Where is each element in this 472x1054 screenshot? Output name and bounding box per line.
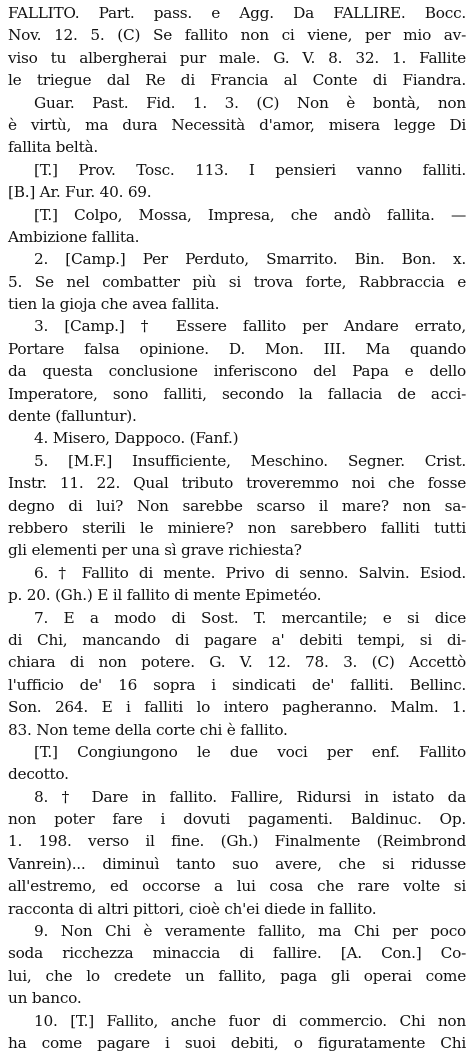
entry-line: 9. Non Chi è veramente fallito, ma Chi per poco: [34, 922, 466, 941]
entry-line: non poter fare i dovuti pagamenti. Baldinuc. Op.: [8, 810, 466, 829]
entry-line: 8. † Dare in fallito. Fallire, Ridursi in istato da: [34, 787, 466, 806]
entry-line: [B.] Ar. Fur. 40. 69.: [8, 183, 152, 202]
entry-line: 7. E a modo di Sost. T. mercantile; e si dice: [34, 608, 466, 627]
entry-line: Vanrein)... diminuì tanto suo avere, che si ridusse: [8, 854, 466, 873]
entry-line: racconta di altri pittori, cioè ch'ei diede in fallito.: [8, 899, 377, 918]
entry-line: da questa conclusione inferiscono del Papa e dello: [8, 362, 466, 381]
entry-line: Instr. 11. 22. Qual tributo troveremmo noi che fosse: [8, 474, 466, 493]
entry-line: lui, che lo credete un fallito, paga gli operai come: [8, 966, 466, 985]
entry-line: ha come pagare i suoi debiti, o figuratamente Chi: [8, 1033, 466, 1052]
entry-line: decotto.: [8, 765, 69, 784]
entry-line: viso tu albergherai pur male. G. V. 8. 32. 1. Fallite: [8, 48, 466, 67]
entry-line: 3. [Camp.] † Essere fallito per Andare errato,: [34, 317, 466, 336]
entry-line: è virtù, ma dura Necessità d'amor, misera legge Di: [8, 115, 466, 134]
entry-line: gli elementi per una sì grave richiesta?: [8, 541, 302, 560]
entry-line: all'estremo, ed occorse a lui cosa che rare volte si: [8, 877, 466, 896]
entry-line: 83. Non teme della corte chi è fallito.: [8, 720, 288, 739]
entry-line: le triegue dal Re di Francia al Conte di Fiandra.: [8, 71, 466, 90]
entry-line: Imperatore, sono falliti, secondo la fallacia de acci-: [8, 384, 466, 403]
entry-line: 2. [Camp.] Per Perduto, Smarrito. Bin. Bon. x.: [34, 250, 466, 269]
entry-line: [T.] Congiungono le due voci per enf. Fallito: [34, 742, 466, 761]
entry-line: degno di lui? Non sarebbe scarso il mare? non sa-: [8, 496, 466, 515]
entry-line: dente (falluntur).: [8, 407, 137, 426]
entry-line: rebbero sterili le miniere? non sarebbero falliti tutti: [8, 518, 466, 537]
entry-line: 10. [T.] Fallito, anche fuor di commercio. Chi non: [34, 1011, 466, 1030]
entry-line: di Chi, mancando di pagare a' debiti tempi, si di-: [8, 630, 466, 649]
dictionary-entry-fallito: [8, 2, 466, 1054]
entry-line: 5. Se nel combatter più si trova forte, Rabbraccia e: [8, 272, 466, 291]
entry-line: p. 20. (Gh.) E il fallito di mente Epimetéo.: [8, 586, 322, 605]
entry-line: un banco.: [8, 989, 82, 1008]
entry-line: [T.] Colpo, Mossa, Impresa, che andò fallita. —: [34, 205, 466, 224]
entry-line: 4. Misero, Dappoco. (Fanf.): [34, 429, 239, 448]
entry-line: Guar. Past. Fid. 1. 3. (C) Non è bontà, non: [34, 93, 466, 112]
entry-line: fallita beltà.: [8, 138, 98, 157]
entry-line: Portare falsa opinione. D. Mon. III. Ma quando: [8, 339, 466, 358]
entry-line: [T.] Prov. Tosc. 113. I pensieri vanno falliti.: [34, 160, 466, 179]
entry-line: 5. [M.F.] Insufficiente, Meschino. Segner. Crist.: [34, 451, 466, 470]
entry-line: 6. † Fallito di mente. Privo di senno. Salvin. Esiod.: [34, 563, 466, 582]
entry-line: Ambizione fallita.: [8, 227, 140, 246]
entry-line: 1. 198. verso il fine. (Gh.) Finalmente (Reimbrond: [8, 832, 466, 851]
entry-line: Son. 264. E i falliti lo intero pagheranno. Malm. 1.: [8, 698, 466, 717]
entry-line: tien la gioja che avea fallita.: [8, 295, 220, 314]
entry-line: soda ricchezza minaccia di fallire. [A. Con.] Co-: [8, 944, 466, 963]
entry-line: chiara di non potere. G. V. 12. 78. 3. (C) Accettò: [8, 653, 466, 672]
entry-line: FALLITO. Part. pass. e Agg. Da FALLIRE. Bocc.: [8, 4, 466, 22]
entry-line: l'ufficio de' 16 sopra i sindicati de' falliti. Bellinc.: [8, 675, 466, 694]
entry-line: Nov. 12. 5. (C) Se fallito non ci viene, per mio av-: [8, 26, 466, 45]
